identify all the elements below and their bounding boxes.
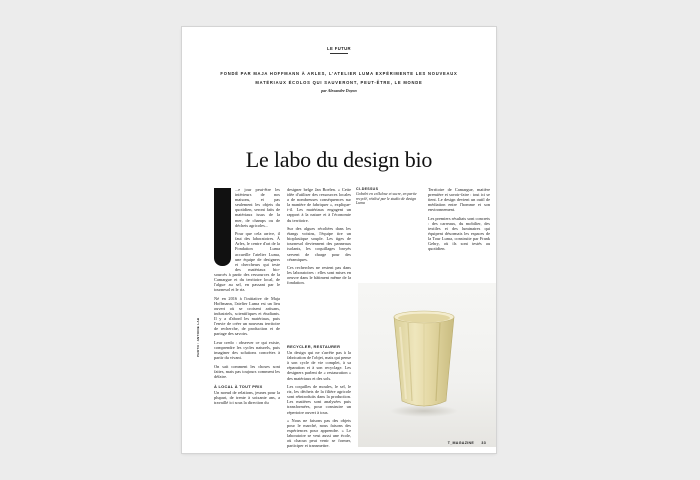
magazine-name: T_MAGAZINE xyxy=(447,441,475,445)
magazine-page xyxy=(182,27,496,453)
page-footer xyxy=(448,441,486,445)
section-rubric: LE FUTUR xyxy=(327,46,351,51)
caption-label: CI-DESSUS xyxy=(356,187,379,191)
subheading: RECYCLER, RESTAURER xyxy=(287,344,341,349)
paragraph: Pour que cela arrive, il faut des laboratoires. À Arles, le centre d'art de la Fondation Luma accueille l'atelier Luma, une équipe de designers et chercheurs qui teste des matériaux bio-sourcés à partir des ressources de la Camargue et du territoire local, de l'algue au sel, en passant par le tournesol et le riz. xyxy=(214,231,280,293)
rubric-underline xyxy=(330,53,348,54)
paragraph: Leur credo : observer ce qui existe, comprendre les cycles naturels, puis imaginer des solutions concrètes à partir du vivant. xyxy=(214,339,280,361)
article-headline: Le labo du design bio xyxy=(245,147,433,172)
article-byline: par Alexandre Doyon xyxy=(321,88,357,93)
paragraph: Né en 2016 à l'initiative de Maja Hoffmann, l'atelier Luma est un lieu ouvert où se croisent artisans, industriels, scientifiques et étudiants. Il y a d'abord les matériaux, puis l'envie de créer un nouveau territoire de recherche, de production et de partage des savoirs. xyxy=(214,295,280,337)
paragraph: Un noeud de relations, jeunes pour la plupart, de trente à soixante ans, a travaillé ici sous la direction du xyxy=(214,389,280,406)
subheading: À LOCAL À TOUT PRIX xyxy=(214,383,263,389)
article-column-4 xyxy=(428,187,490,283)
paragraph: Sur des algues récoltées dans les étangs voisins, l'équipe tire un bioplastique souple. Les tiges de tournesol deviennent des panneaux isolants, les coquillages broyés servent de charge pour des céramiques. xyxy=(287,226,351,262)
drop-cap-letter xyxy=(214,188,231,266)
page-number: 33 xyxy=(481,441,486,445)
paragraph: On sait comment les choses sont faites, mais pas toujours comment les défaire. xyxy=(214,363,280,379)
paragraph: Les coquilles de moules, le sel, le riz, les déchets de la filière agricole sont réintroduits dans la production. Les matières sont analysées puis transformées, pour construire un répertoire ouvert à tous. xyxy=(287,384,351,415)
paragraph: Les premiers résultats sont concrets : des carreaux, du mobilier, des textiles et des luminaires qui équipent désormais les espaces de la Tour Luma, construite par Frank Gehry, où ils sont testés au quotidien. xyxy=(428,215,491,252)
photo-credit: PHOTO : ANTOINE LAB xyxy=(196,317,200,357)
article-standfirst: FONDÉ PAR MAJA HOFFMANN À ARLES, L'ATELIER LUMA EXPÉRIMENTE LES NOUVEAUX MATÉRIAUX ÉCOLOS QUI SAUVERONT, PEUT-ÊTRE, LE MONDE xyxy=(220,71,458,85)
paragraph: « Nous ne faisons pas des objets pour le marché, nous faisons des expériences pour apprendre. » Le laboratoire se veut aussi une école, où chacun peut venir se former, participer et transmettre. xyxy=(287,418,351,449)
article-column-1 xyxy=(214,187,280,445)
product-photo xyxy=(358,283,496,447)
paragraph: Territoire de Camargue, matière première et savoir-faire : tout ici se tient. Le design devient un outil de médiation entre l'homme et son environnement. xyxy=(428,187,490,213)
caption-text: Gobelet en cellulose et sucre, en partie recyclé, réalisé par le studio de design Luma xyxy=(356,191,417,206)
article-column-2b xyxy=(287,339,351,449)
paragraph: Un design qui ne s'arrête pas à la fabrication de l'objet, mais qui pense à son cycle de vie complet, à sa réparation et à son recyclage. Les designers parlent de « restauration » des matériaux et des sols. xyxy=(287,350,351,381)
paragraph: ...e jour peut-être les intérieurs de nos maisons, et pas seulement les objets du quotidien, seront faits de matériaux issus de la mer, de champs ou de déchets agricoles... xyxy=(235,187,280,228)
paragraph: designer belge Jan Boelen. « Cette idée d'utiliser des ressources locales a de nombreuses conséquences sur la manière de fabriquer », explique-t-il. Les matériaux engagent un rapport à la nature et à l'économie du territoire. xyxy=(287,187,351,223)
article-column-2 xyxy=(287,187,351,335)
paragraph: Ces recherches ne restent pas dans les laboratoires : elles sont mises en oeuvre dans le bâtiment même de la fondation. xyxy=(287,265,351,286)
photo-caption xyxy=(356,187,424,206)
bio-cup-illustration xyxy=(358,283,496,447)
